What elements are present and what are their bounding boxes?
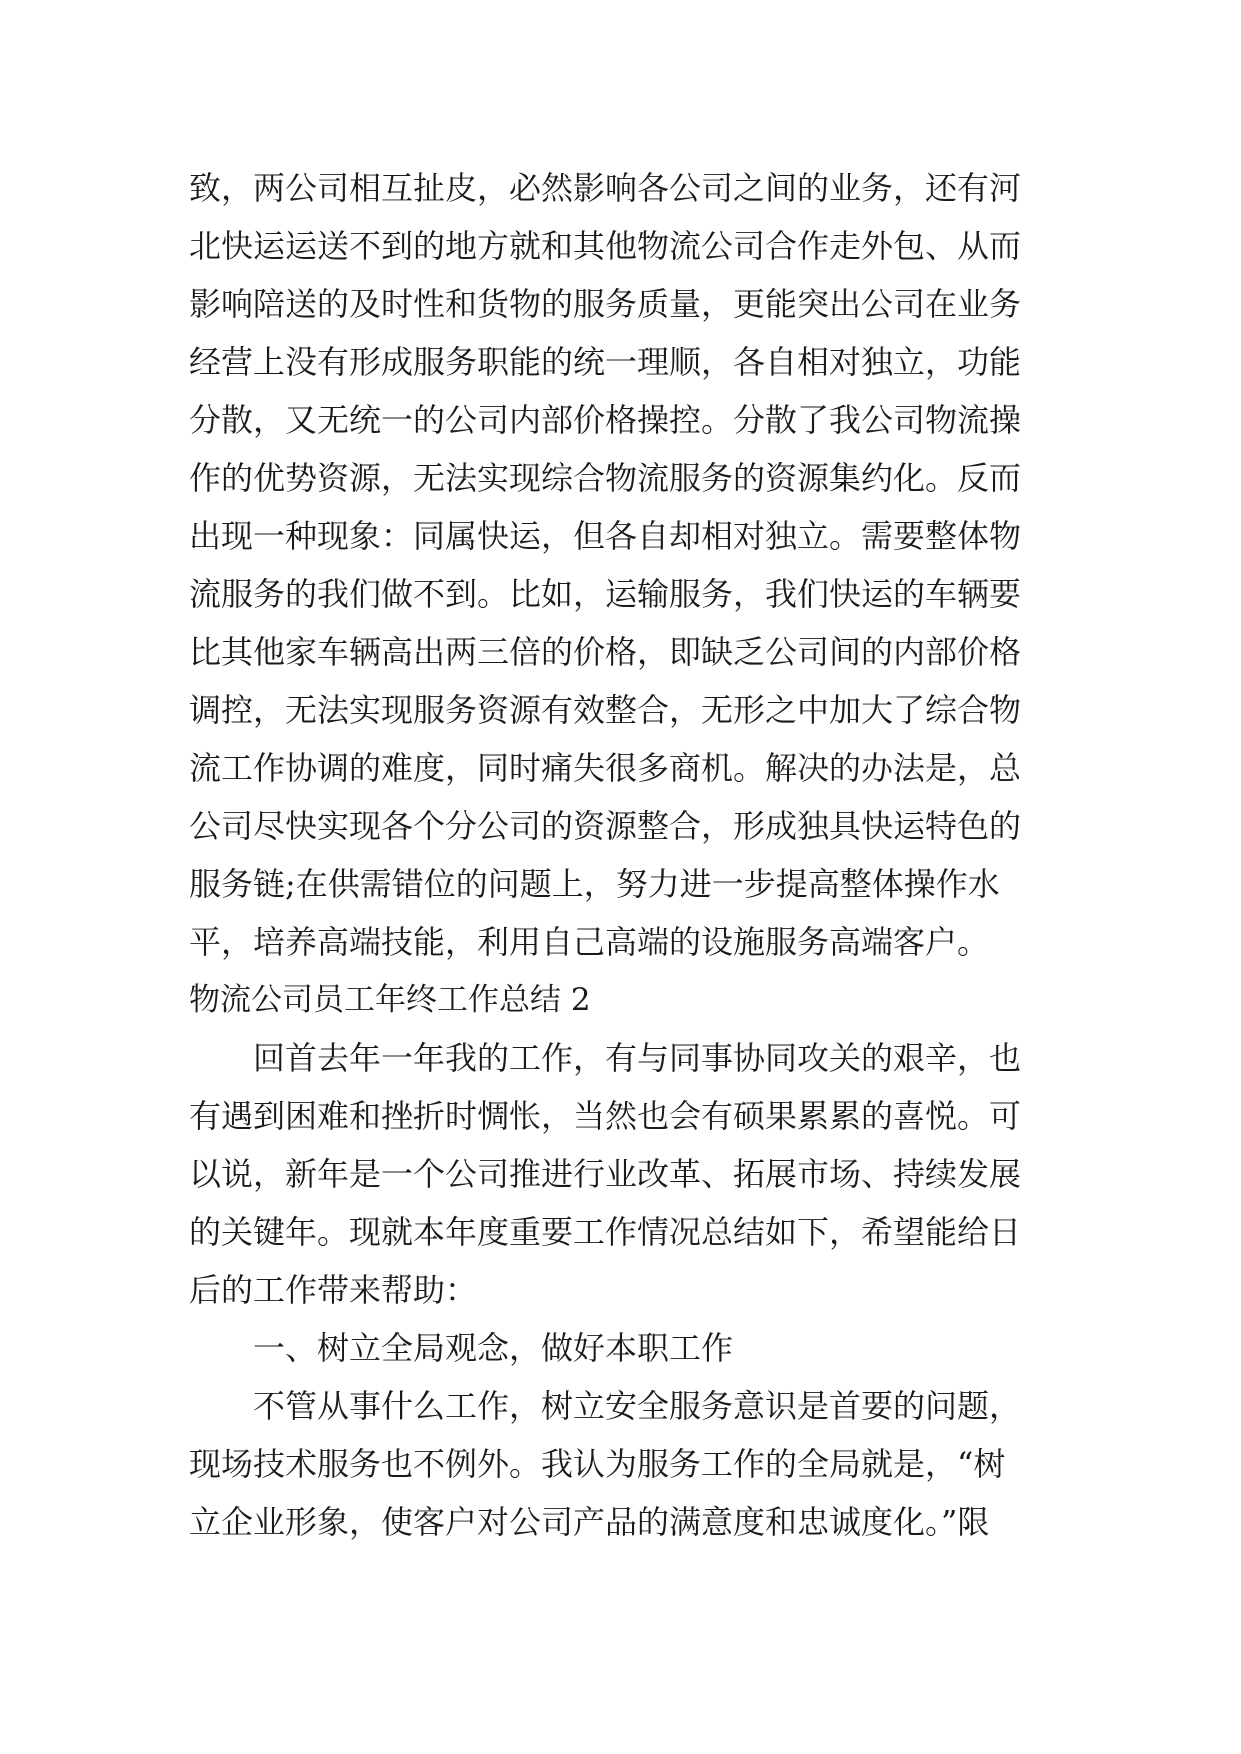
paragraph-line: 流工作协调的难度，同时痛失很多商机。解决的办法是，总 [189,749,1022,787]
paragraph-line: 平，培养高端技能，利用自己高端的设施服务高端客户。 [189,923,990,961]
paragraph-line: 致，两公司相互扯皮，必然影响各公司之间的业务，还有河 [189,169,1022,207]
paragraph-line: 北快运运送不到的地方就和其他物流公司合作走外包、从而 [189,227,1022,265]
paragraph-line: 调控，无法实现服务资源有效整合，无形之中加大了综合物 [189,691,1022,729]
paragraph-line: 公司尽快实现各个分公司的资源整合，形成独具快运特色的 [189,807,1022,845]
paragraph-line: 比其他家车辆高出两三倍的价格，即缺乏公司间的内部价格 [189,633,1022,671]
intro-line: 后的工作带来帮助： [189,1271,478,1309]
document-title: 物流公司员工年终工作总结 2 [189,982,591,1018]
paragraph-line: 分散，又无统一的公司内部价格操控。分散了我公司物流操 [189,401,1022,439]
section-line: 不管从事什么工作，树立安全服务意识是首要的问题， [253,1387,1022,1425]
paragraph-line: 作的优势资源，无法实现综合物流服务的资源集约化。反而 [189,459,1022,497]
intro-line: 回首去年一年我的工作，有与同事协同攻关的艰辛，也 [253,1039,1022,1077]
paragraph-line: 流服务的我们做不到。比如，运输服务，我们快运的车辆要 [189,575,1022,613]
intro-line: 有遇到困难和挫折时惆怅，当然也会有硕果累累的喜悦。可 [189,1097,1022,1135]
section-line: 立企业形象，使客户对公司产品的满意度和忠诚度化。”限 [189,1503,990,1541]
intro-line: 以说，新年是一个公司推进行业改革、拓展市场、持续发展 [189,1155,1022,1193]
paragraph-line: 服务链;在供需错位的问题上，努力进一步提高整体操作水 [189,865,1000,903]
paragraph-line: 影响陪送的及时性和货物的服务质量，更能突出公司在业务 [189,285,1022,323]
paragraph-line: 经营上没有形成服务职能的统一理顺，各自相对独立，功能 [189,343,1022,381]
section-heading: 一、树立全局观念，做好本职工作 [253,1329,734,1367]
document-body [189,159,1069,1551]
paragraph-line: 出现一种现象：同属快运，但各自却相对独立。需要整体物 [189,517,1022,555]
intro-line: 的关键年。现就本年度重要工作情况总结如下，希望能给日 [189,1213,1022,1251]
section-line: 现场技术服务也不例外。我认为服务工作的全局就是，“树 [189,1445,1006,1483]
